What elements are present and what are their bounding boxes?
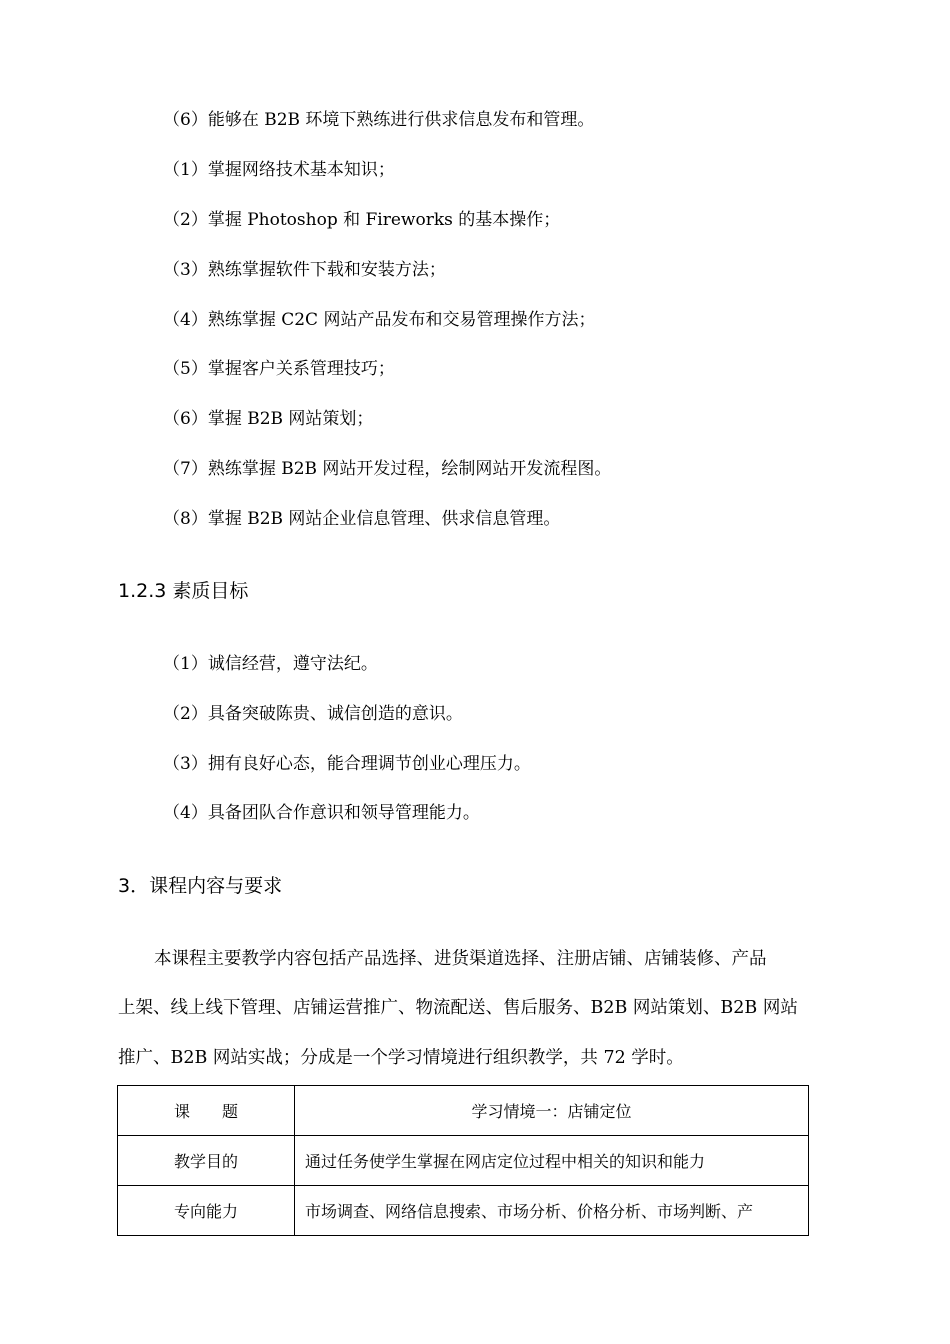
section-heading-quality-goals: 1.2.3 素质目标 bbox=[118, 580, 249, 602]
table-cell-label: 教学目的 bbox=[118, 1136, 295, 1186]
lesson-table bbox=[117, 1085, 809, 1236]
table-cell-value: 通过任务使学生掌握在网店定位过程中相关的知识和能力 bbox=[295, 1136, 809, 1186]
list-item: （4）熟练掌握 C2C 网站产品发布和交易管理操作方法； bbox=[163, 310, 596, 330]
list-item: （4）具备团队合作意识和领导管理能力。 bbox=[163, 803, 480, 823]
table-cell-label: 专向能力 bbox=[118, 1186, 295, 1236]
table-cell-value: 学习情境一：店铺定位 bbox=[295, 1086, 809, 1136]
table-cell-label: 课 题 bbox=[118, 1086, 295, 1136]
section-heading-course-content: 3．课程内容与要求 bbox=[118, 875, 283, 897]
list-item: （2）掌握 Photoshop 和 Fireworks 的基本操作； bbox=[163, 210, 561, 230]
list-item: （1）诚信经营，遵守法纪。 bbox=[163, 654, 378, 674]
table-cell-value: 市场调查、网络信息搜索、市场分析、价格分析、市场判断、产 bbox=[295, 1186, 809, 1236]
list-item: （2）具备突破陈贵、诚信创造的意识。 bbox=[163, 704, 463, 724]
list-item: （6）掌握 B2B 网站策划； bbox=[163, 409, 374, 429]
table-row bbox=[118, 1136, 809, 1186]
list-item: （5）掌握客户关系管理技巧； bbox=[163, 359, 395, 379]
paragraph-line: 上架、线上线下管理、店铺运营推广、物流配送、售后服务、B2B 网站策划、B2B 网站 bbox=[118, 998, 798, 1018]
list-item: （3）熟练掌握软件下载和安装方法； bbox=[163, 260, 446, 280]
list-item: （1）掌握网络技术基本知识； bbox=[163, 160, 395, 180]
table-row bbox=[118, 1186, 809, 1236]
paragraph-line: 推广、B2B 网站实战；分成是一个学习情境进行组织教学，共 72 学时。 bbox=[118, 1048, 684, 1068]
paragraph-line: 本课程主要教学内容包括产品选择、进货渠道选择、注册店铺、店铺装修、产品 bbox=[154, 949, 767, 969]
list-item: （8）掌握 B2B 网站企业信息管理、供求信息管理。 bbox=[163, 509, 561, 529]
list-item: （3）拥有良好心态，能合理调节创业心理压力。 bbox=[163, 754, 531, 774]
list-item: （7）熟练掌握 B2B 网站开发过程，绘制网站开发流程图。 bbox=[163, 459, 612, 479]
list-item: （6）能够在 B2B 环境下熟练进行供求信息发布和管理。 bbox=[163, 110, 595, 130]
table-row bbox=[118, 1086, 809, 1136]
